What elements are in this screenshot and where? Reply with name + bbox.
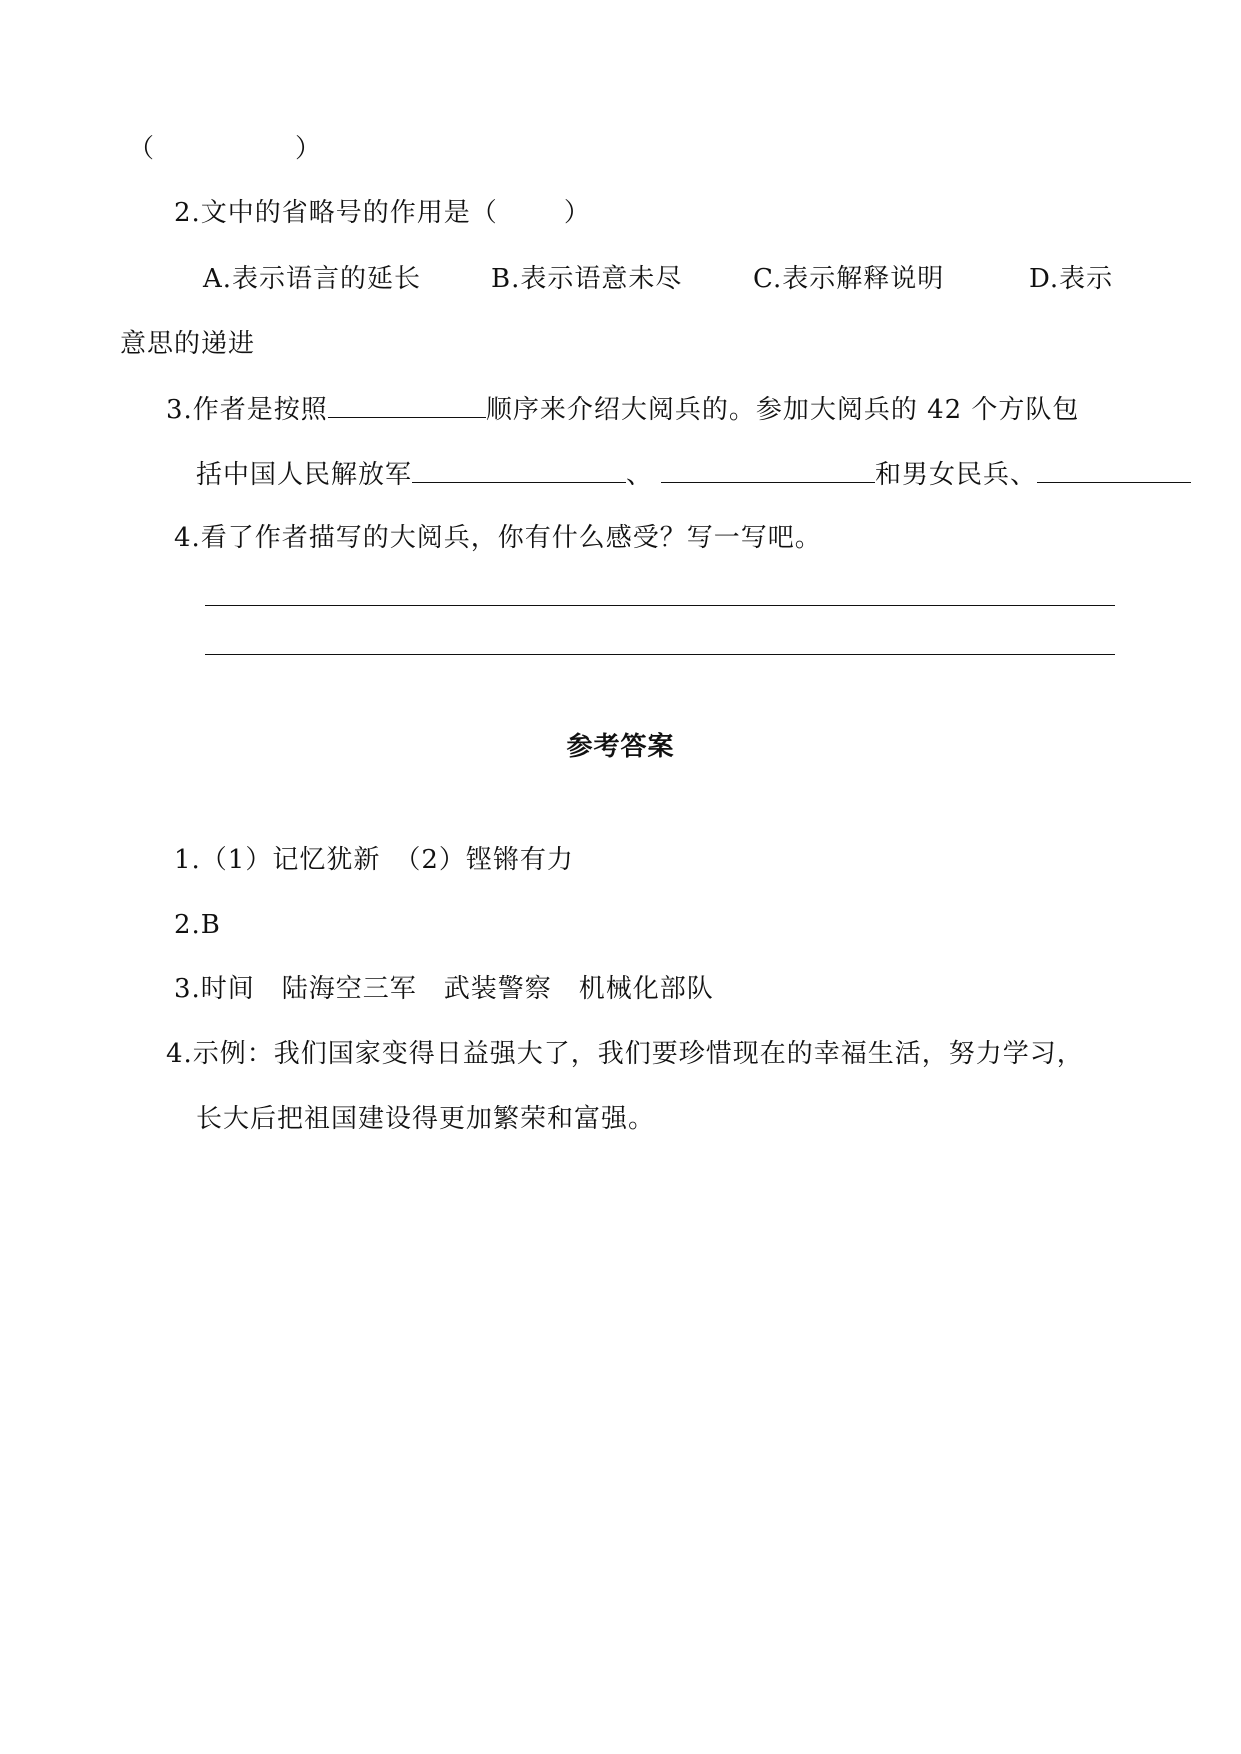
q4-stem: 4.看了作者描写的大阅兵，你有什么感受？写一写吧。: [174, 523, 822, 553]
q3-blank-3: [1037, 456, 1191, 483]
q3-line2-prefix: 括中国人民解放军: [196, 460, 413, 490]
answers-heading: 参考答案: [566, 732, 675, 762]
q3-separator: 、: [626, 460, 654, 490]
q3-blank-2: [661, 456, 875, 483]
q3-line-2: [196, 456, 1191, 492]
q2-option-a: A.表示语言的延长: [203, 264, 422, 294]
q1-answer-parentheses: [128, 132, 322, 166]
q2-option-c: C.表示解释说明: [753, 264, 945, 294]
q4-writing-line-2: [205, 654, 1115, 655]
q3-blank-order: [328, 391, 486, 418]
q2-option-wrap: 意思的递进: [120, 329, 256, 359]
q2-option-d: D.表示: [1029, 264, 1114, 294]
q2-stem-text: 2.文中的省略号的作用是（: [174, 198, 498, 228]
answer-1: 1.（1）记忆犹新 （2）铿锵有力: [174, 845, 574, 875]
q3-prefix: 3.作者是按照: [166, 395, 328, 425]
q2-stem: [174, 196, 591, 230]
q3-blank-1: [412, 456, 626, 483]
q1-open-paren: （: [128, 134, 156, 164]
answer-4-line-2: 长大后把祖国建设得更加繁荣和富强。: [196, 1104, 656, 1134]
q2-option-b: B.表示语意未尽: [491, 264, 683, 294]
answer-4-line-1: 4.示例：我们国家变得日益强大了，我们要珍惜现在的幸福生活，努力学习，: [166, 1039, 1084, 1069]
answer-2: 2.B: [174, 910, 221, 940]
q3-line-1: [166, 391, 1079, 427]
q3-middle: 顺序来介绍大阅兵的。参加大阅兵的 42 个方队包: [485, 395, 1080, 425]
q1-close-paren: ）: [295, 134, 323, 164]
answer-3: 3.时间 陆海空三军 武装警察 机械化部队: [174, 974, 714, 1004]
q2-close-paren: ）: [563, 198, 591, 228]
q3-line2-mid: 和男女民兵、: [875, 460, 1038, 490]
q4-writing-line-1: [205, 605, 1115, 606]
